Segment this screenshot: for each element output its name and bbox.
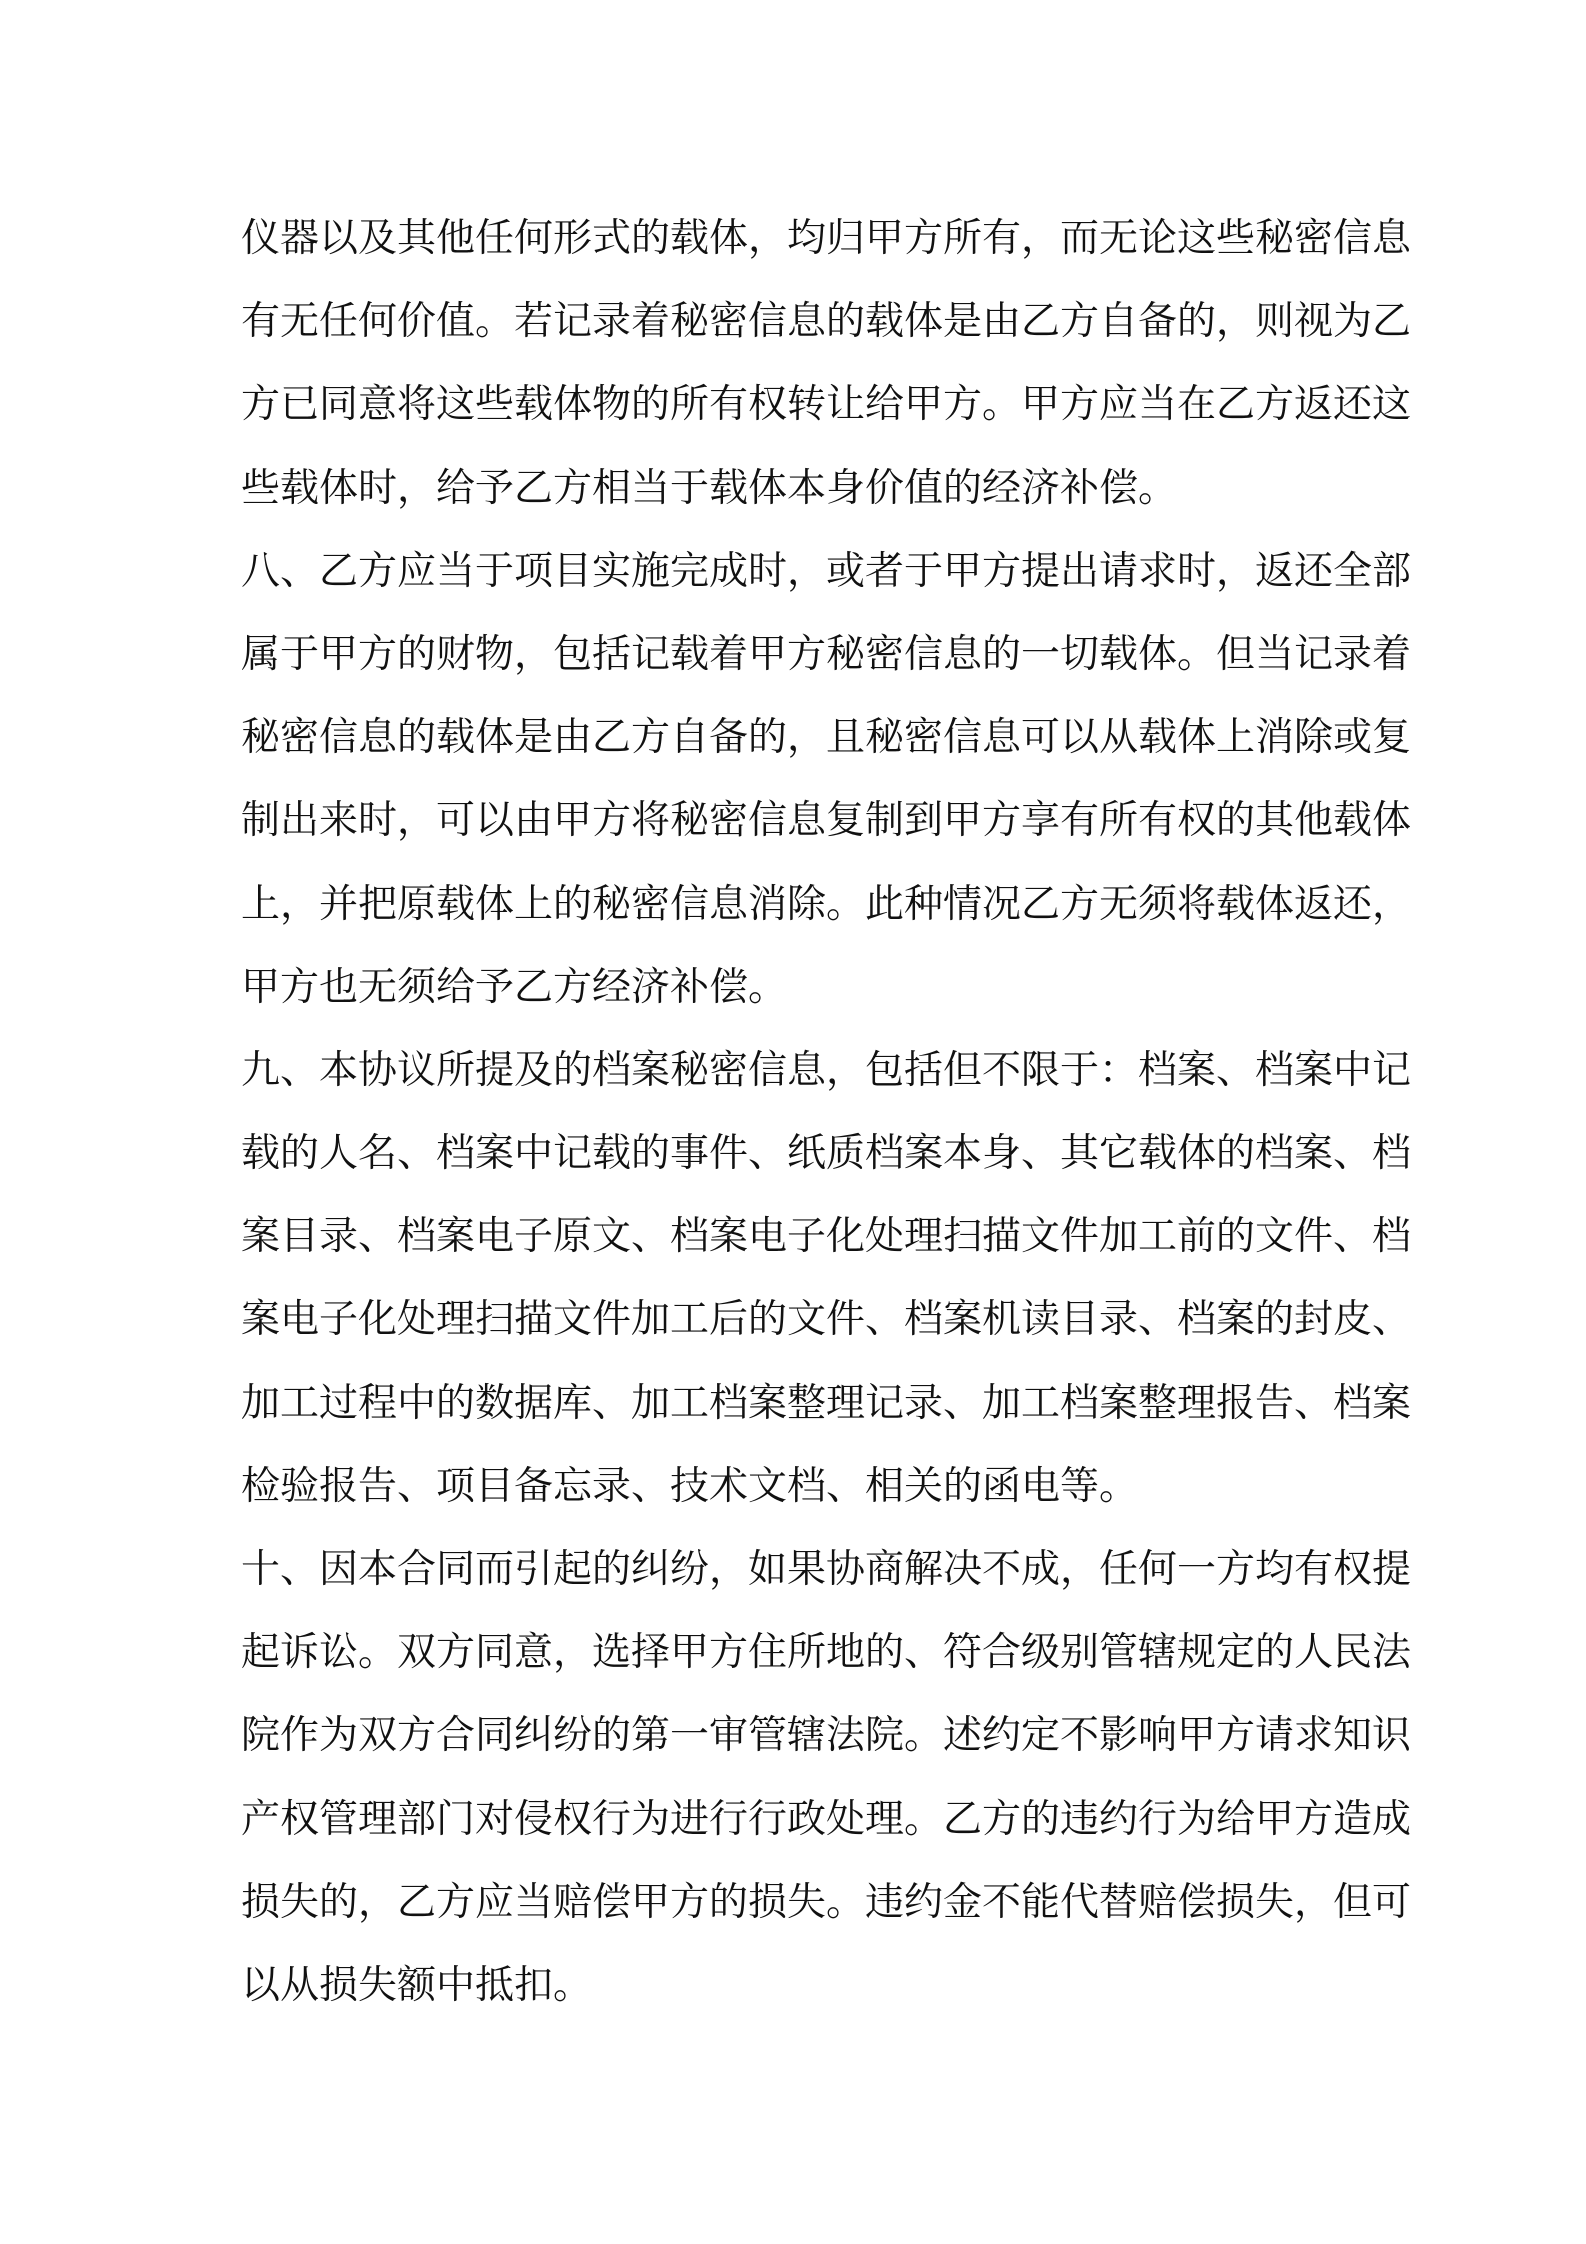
text-line-4: 些载体时，给予乙方相当于载体本身价值的经济补偿。 — [241, 465, 1178, 511]
text-line-9: 上，并把原载体上的秘密信息消除。此种情况乙方无须将载体返还， — [241, 881, 1412, 927]
text-line-8: 制出来时，可以由甲方将秘密信息复制到甲方享有所有权的其他载体 — [241, 798, 1412, 844]
text-line-11: 九、本协议所提及的档案秘密信息，包括但不限于：档案、档案中记 — [241, 1047, 1412, 1093]
text-line-7: 秘密信息的载体是由乙方自备的，且秘密信息可以从载体上消除或复 — [241, 715, 1412, 761]
text-line-3: 方已同意将这些载体物的所有权转让给甲方。甲方应当在乙方返还这 — [241, 382, 1412, 428]
text-line-18: 起诉讼。双方同意，选择甲方住所地的、符合级别管辖规定的人民法 — [241, 1630, 1412, 1676]
text-line-2: 有无任何价值。若记录着秘密信息的载体是由乙方自备的，则视为乙 — [241, 299, 1412, 345]
contract-text-block — [241, 197, 1412, 2027]
text-line-5: 八、乙方应当于项目实施完成时，或者于甲方提出请求时，返还全部 — [241, 548, 1412, 594]
text-line-13: 案目录、档案电子原文、档案电子化处理扫描文件加工前的文件、档 — [241, 1214, 1412, 1260]
text-line-15: 加工过程中的数据库、加工档案整理记录、加工档案整理报告、档案 — [241, 1380, 1412, 1426]
text-line-6: 属于甲方的财物，包括记载着甲方秘密信息的一切载体。但当记录着 — [241, 631, 1412, 677]
text-line-17: 十、因本合同而引起的纠纷，如果协商解决不成，任何一方均有权提 — [241, 1547, 1412, 1592]
text-line-1: 仪器以及其他任何形式的载体，均归甲方所有，而无论这些秘密信息 — [241, 216, 1412, 261]
text-line-22: 以从损失额中抵扣。 — [241, 1962, 593, 2008]
text-line-16: 检验报告、项目备忘录、技术文档、相关的函电等。 — [241, 1463, 1139, 1509]
text-line-14: 案电子化处理扫描文件加工后的文件、档案机读目录、档案的封皮、 — [241, 1297, 1412, 1343]
text-line-20: 产权管理部门对侵权行为进行行政处理。乙方的违约行为给甲方造成 — [241, 1796, 1412, 1842]
text-line-19: 院作为双方合同纠纷的第一审管辖法院。述约定不影响甲方请求知识 — [241, 1713, 1412, 1759]
text-line-21: 损失的，乙方应当赔偿甲方的损失。违约金不能代替赔偿损失，但可 — [241, 1879, 1412, 1925]
text-line-12: 载的人名、档案中记载的事件、纸质档案本身、其它载体的档案、档 — [241, 1131, 1412, 1177]
text-line-10: 甲方也无须给予乙方经济补偿。 — [241, 964, 788, 1010]
